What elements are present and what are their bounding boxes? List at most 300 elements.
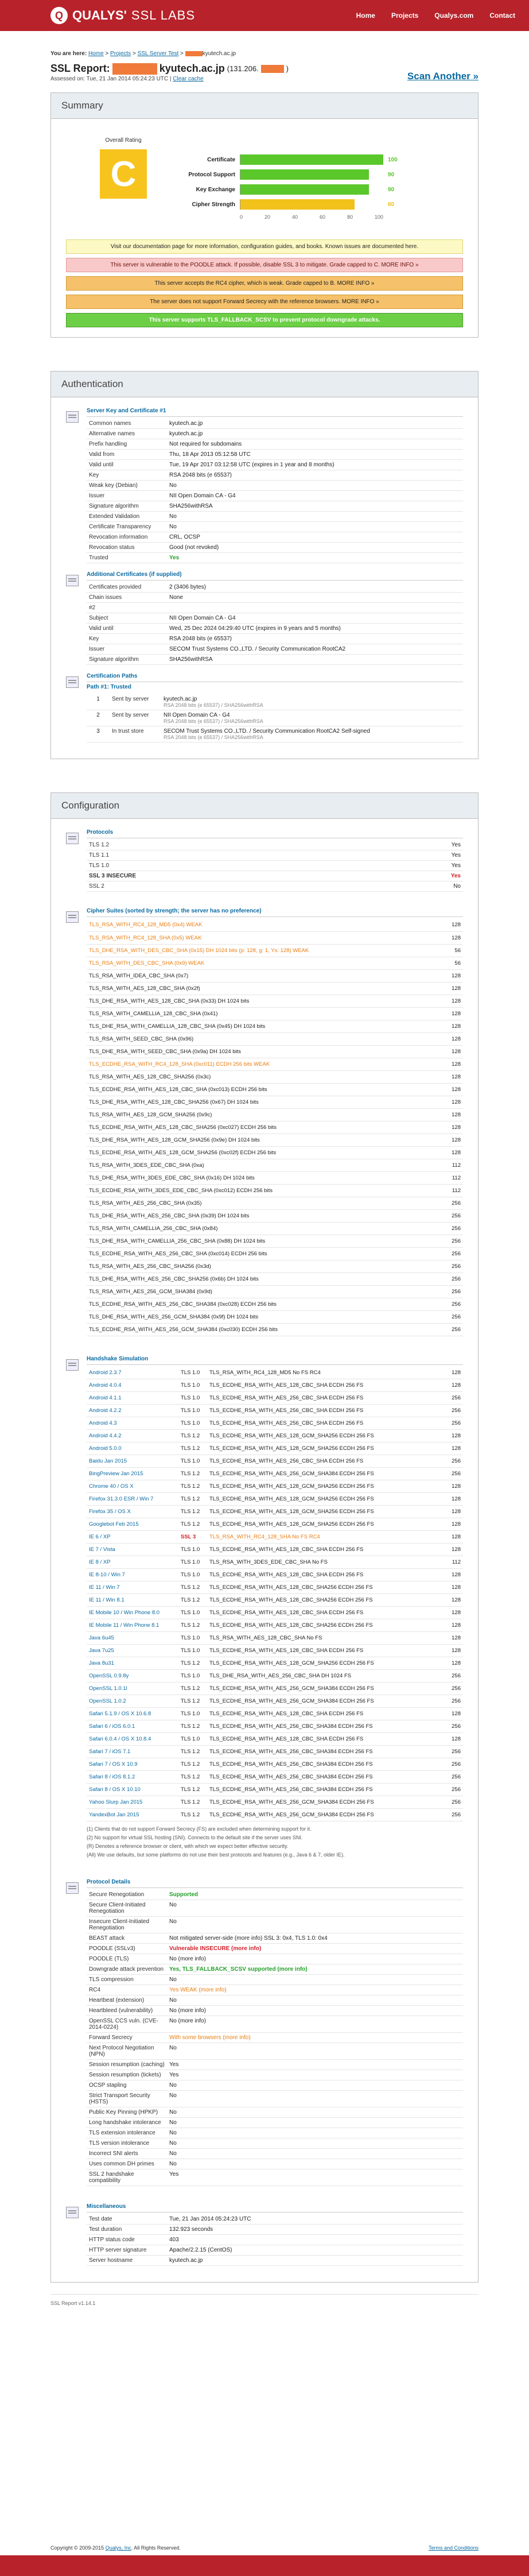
- table-row: [87, 553, 463, 563]
- row-value: [167, 603, 463, 613]
- row-value: No: [167, 2159, 463, 2169]
- table-row: [87, 2091, 463, 2107]
- handshake-bits: 256: [440, 1771, 463, 1784]
- row-value: No (more info): [167, 2006, 463, 2016]
- client-link[interactable]: Safari 6.0.4 / OS X 10.8.4: [87, 1733, 178, 1746]
- table-row: [87, 861, 463, 871]
- row-key: #2: [87, 603, 167, 613]
- row-key: OCSP stapling: [87, 2080, 167, 2091]
- row-value: Wed, 25 Dec 2024 04:29:40 UTC (expires in 9 years and 5 months): [167, 624, 463, 634]
- handshake-row: [87, 1784, 463, 1796]
- row-key: Insecure Client-Initiated Renegotiation: [87, 1917, 167, 1933]
- row-key: Subject: [87, 613, 167, 624]
- handshake-protocol: TLS 1.2: [178, 1594, 207, 1607]
- row-value: No: [167, 2149, 463, 2159]
- table-row: [87, 1985, 463, 1995]
- row-value: No: [167, 2091, 463, 2107]
- nav-qualys-com[interactable]: Qualys.com: [434, 11, 474, 20]
- row-key: Secure Client-Initiated Renegotiation: [87, 1900, 167, 1917]
- handshake-bits: 112: [440, 1556, 463, 1569]
- cipher-suite-row: [87, 1222, 463, 1235]
- client-link[interactable]: OpenSSL 1.0.2: [87, 1695, 178, 1708]
- cipher-suite-name: TLS_DHE_RSA_WITH_CAMELLIA_256_CBC_SHA (0x88) DH 1024 bits: [87, 1235, 440, 1247]
- path-cert-name: NII Open Domain CA - G4: [164, 712, 230, 718]
- row-value: No: [167, 1995, 463, 2006]
- client-link[interactable]: IE Mobile 11 / Win Phone 8.1: [87, 1619, 178, 1632]
- qualys-logo[interactable]: [50, 7, 195, 24]
- nav-projects[interactable]: Projects: [391, 11, 419, 20]
- handshake-row: [87, 1695, 463, 1708]
- cipher-suite-name: TLS_ECDHE_RSA_WITH_AES_128_CBC_SHA256 (0xc027) ECDH 256 bits: [87, 1121, 440, 1134]
- path-cert-key: RSA 2048 bits (e 65537) / SHA256withRSA: [164, 734, 263, 740]
- cipher-suite-name: TLS_ECDHE_RSA_WITH_3DES_EDE_CBC_SHA (0xc012) ECDH 256 bits: [87, 1184, 440, 1197]
- handshake-bits: 128: [440, 1569, 463, 1581]
- row-key: BEAST attack: [87, 1933, 167, 1944]
- score-bar-value: 90: [388, 171, 395, 178]
- path-cert-name: kyutech.ac.jp: [164, 696, 197, 702]
- table-row: [87, 470, 463, 481]
- client-link[interactable]: YandexBot Jan 2015: [87, 1809, 178, 1821]
- cipher-suite-bits: 128: [440, 1007, 463, 1020]
- handshake-bits: 256: [440, 1455, 463, 1468]
- cipher-suite-bits: 128: [440, 1134, 463, 1146]
- handshake-suite: TLS_ECDHE_RSA_WITH_AES_256_CBC_SHA ECDH 256 FS: [207, 1405, 440, 1417]
- client-link[interactable]: Safari 8 / iOS 8.1.2: [87, 1771, 178, 1784]
- handshake-protocol: TLS 1.0: [178, 1367, 207, 1379]
- cipher-suite-bits: 128: [440, 1146, 463, 1159]
- table-row: [87, 871, 463, 881]
- path-cert-key: RSA 2048 bits (e 65537) / SHA256withRSA: [164, 702, 263, 708]
- handshake-row: [87, 1569, 463, 1581]
- cipher-suite-name: TLS_RSA_WITH_DES_CBC_SHA (0x9) WEAK: [87, 957, 440, 969]
- cipher-suite-bits: 112: [440, 1171, 463, 1184]
- cipher-suites-block: [66, 908, 463, 1336]
- handshake-suite: TLS_ECDHE_RSA_WITH_AES_256_GCM_SHA384 ECDH 256 FS: [207, 1468, 440, 1480]
- client-link[interactable]: Android 5.0.0: [87, 1442, 178, 1455]
- client-link[interactable]: IE 11 / Win 7: [87, 1581, 178, 1594]
- cipher-suite-bits: 128: [440, 1020, 463, 1032]
- cipher-suite-name: TLS_DHE_RSA_WITH_AES_128_CBC_SHA (0x33) DH 1024 bits: [87, 995, 440, 1007]
- cipher-suite-name: TLS_ECDHE_RSA_WITH_AES_256_CBC_SHA (0xc014) ECDH 256 bits: [87, 1247, 440, 1260]
- page-title: [50, 63, 289, 75]
- row-key: Public Key Pinning (HPKP): [87, 2107, 167, 2118]
- cipher-suite-bits: 128: [440, 1108, 463, 1121]
- score-bar-fill: [240, 154, 383, 165]
- table-row: [87, 2214, 463, 2225]
- row-value: No: [167, 481, 463, 491]
- handshake-row: [87, 1670, 463, 1682]
- handshake-bits: 256: [440, 1809, 463, 1821]
- handshake-suite: TLS_ECDHE_RSA_WITH_AES_256_GCM_SHA384 ECDH 256 FS: [207, 1796, 440, 1809]
- table-row: [87, 2107, 463, 2118]
- cert-paths-table: [87, 694, 463, 742]
- cipher-suite-row: [87, 1260, 463, 1272]
- row-value: Yes: [167, 861, 463, 871]
- handshake-row: [87, 1796, 463, 1809]
- cipher-suite-bits: 128: [440, 1070, 463, 1083]
- path-cert: [161, 726, 463, 742]
- handshake-suite: TLS_ECDHE_RSA_WITH_AES_256_GCM_SHA384 ECDH 256 FS: [207, 1809, 440, 1821]
- notice-documentation[interactable]: Visit our documentation page for more information, configuration guides, and books. Known issues are documented here.: [66, 239, 463, 254]
- row-value: No: [167, 2043, 463, 2060]
- table-row: [87, 613, 463, 624]
- handshake-suite: TLS_ECDHE_RSA_WITH_AES_128_CBC_SHA ECDH 256 FS: [207, 1645, 440, 1657]
- bottom-bar: [0, 2555, 529, 2576]
- handshake-row: [87, 1645, 463, 1657]
- table-row: [87, 522, 463, 532]
- cipher-suite-name: TLS_RSA_WITH_AES_128_CBC_SHA (0x2f): [87, 982, 440, 995]
- table-row: [87, 1954, 463, 1964]
- cipher-suite-row: [87, 1298, 463, 1310]
- table-row: [87, 2225, 463, 2235]
- client-link[interactable]: OpenSSL 0.9.8y: [87, 1670, 178, 1682]
- row-value: Tue, 19 Apr 2017 03:12:58 UTC (expires in 1 year and 8 months): [167, 460, 463, 470]
- cipher-suite-bits: 128: [440, 1083, 463, 1096]
- breadcrumb-projects[interactable]: Projects: [110, 51, 131, 57]
- handshake-row: [87, 1518, 463, 1531]
- cipher-suite-bits: 256: [440, 1222, 463, 1235]
- client-link[interactable]: Android 2.3.7: [87, 1367, 178, 1379]
- handshake-suite: TLS_ECDHE_RSA_WITH_AES_128_CBC_SHA256 ECDH 256 FS: [207, 1581, 440, 1594]
- axis-tick: 80: [347, 214, 353, 220]
- table-row: [87, 655, 463, 665]
- table-row: [87, 2060, 463, 2070]
- table-row: [87, 439, 463, 450]
- cipher-suite-name: TLS_DHE_RSA_WITH_AES_256_CBC_SHA256 (0x6b) DH 1024 bits: [87, 1272, 440, 1285]
- scan-another-link[interactable]: Scan Another »: [407, 71, 479, 82]
- client-link[interactable]: Safari 7 / iOS 7.1: [87, 1746, 178, 1758]
- row-key: SSL 2: [87, 881, 167, 892]
- nav-home[interactable]: Home: [356, 11, 375, 20]
- handshake-bits: 128: [440, 1581, 463, 1594]
- table-row: [87, 881, 463, 892]
- handshake-suite: TLS_ECDHE_RSA_WITH_AES_256_CBC_SHA384 ECDH 256 FS: [207, 1784, 440, 1796]
- cipher-suite-name: TLS_DHE_RSA_WITH_AES_128_GCM_SHA256 (0x9e) DH 1024 bits: [87, 1134, 440, 1146]
- client-link[interactable]: Java 8u31: [87, 1657, 178, 1670]
- cipher-suite-bits: 256: [440, 1285, 463, 1298]
- client-link[interactable]: BingPreview Jan 2015: [87, 1468, 178, 1480]
- path-cert: [161, 710, 463, 726]
- notice-rc4[interactable]: This server accepts the RC4 cipher, which is weak. Grade capped to B. MORE INFO »: [66, 276, 463, 291]
- row-key: Heartbleed (vulnerability): [87, 2006, 167, 2016]
- row-key: Long handshake intolerance: [87, 2118, 167, 2128]
- row-value: No: [167, 2080, 463, 2091]
- cipher-suite-name: TLS_DHE_RSA_WITH_SEED_CBC_SHA (0x9a) DH 1024 bits: [87, 1045, 440, 1058]
- row-key: TLS 1.2: [87, 840, 167, 850]
- row-value: Yes: [167, 850, 463, 861]
- cipher-suites-icon: [66, 911, 79, 923]
- client-link[interactable]: Safari 8 / OS X 10.10: [87, 1784, 178, 1796]
- qualys-logo-icon: Q: [50, 7, 68, 24]
- cipher-suite-name: TLS_ECDHE_RSA_WITH_AES_128_GCM_SHA256 (0xc02f) ECDH 256 bits: [87, 1146, 440, 1159]
- handshake-suite: TLS_ECDHE_RSA_WITH_AES_128_CBC_SHA ECDH 256 FS: [207, 1607, 440, 1619]
- table-row: [87, 429, 463, 439]
- row-value: 403: [167, 2235, 463, 2245]
- cipher-suite-name: TLS_RSA_WITH_CAMELLIA_128_CBC_SHA (0x41): [87, 1007, 440, 1020]
- table-row: [87, 2256, 463, 2266]
- row-value: Thu, 18 Apr 2013 05:12:58 UTC: [167, 450, 463, 460]
- client-link[interactable]: Android 4.3: [87, 1417, 178, 1430]
- path-row: [87, 710, 463, 726]
- handshake-protocol: TLS 1.0: [178, 1417, 207, 1430]
- cipher-suite-name: TLS_RSA_WITH_AES_256_CBC_SHA (0x35): [87, 1197, 440, 1209]
- handshake-row: [87, 1720, 463, 1733]
- client-link[interactable]: IE 8-10 / Win 7: [87, 1569, 178, 1581]
- handshake-bits: 128: [440, 1506, 463, 1518]
- handshake-suite: TLS_ECDHE_RSA_WITH_AES_256_CBC_SHA ECDH 256 FS: [207, 1417, 440, 1430]
- certificate-icon: [66, 575, 79, 586]
- cipher-suite-bits: 256: [440, 1209, 463, 1222]
- breadcrumb-test[interactable]: SSL Server Test: [137, 51, 179, 57]
- row-key: Downgrade attack prevention: [87, 1964, 167, 1975]
- top-nav: [356, 11, 515, 20]
- client-link[interactable]: Firefox 35 / OS X: [87, 1506, 178, 1518]
- row-value: SECOM Trust Systems CO.,LTD. / Security Communication RootCA2: [167, 644, 463, 655]
- table-row: [87, 2235, 463, 2245]
- table-row: [87, 582, 463, 593]
- cipher-suite-row: [87, 1058, 463, 1070]
- cipher-suite-bits: 256: [440, 1310, 463, 1323]
- handshake-note: (R) Denotes a reference browser or client, with which we expect better effective security.: [87, 1843, 289, 1849]
- misc-title: Miscellaneous: [87, 2203, 463, 2213]
- row-key: Prefix handling: [87, 439, 167, 450]
- row-value: NII Open Domain CA - G4: [167, 613, 463, 624]
- table-row: [87, 419, 463, 429]
- row-value: Not required for subdomains: [167, 439, 463, 450]
- title-prefix: SSL Report:: [50, 63, 110, 74]
- row-value: 132.923 seconds: [167, 2225, 463, 2235]
- handshake-suite: TLS_ECDHE_RSA_WITH_AES_128_GCM_SHA256 ECDH 256 FS: [207, 1430, 440, 1442]
- qualys-link[interactable]: Qualys, Inc: [105, 2545, 131, 2551]
- row-key: Extended Validation: [87, 512, 167, 522]
- configuration-title: Configuration: [51, 793, 478, 819]
- row-key: TLS extension intolerance: [87, 2128, 167, 2138]
- handshake-protocol: TLS 1.0: [178, 1556, 207, 1569]
- top-bar: [0, 0, 529, 31]
- cipher-suite-name: TLS_DHE_RSA_WITH_DES_CBC_SHA (0x15) DH 1024 bits (p: 128, g: 1, Ys: 128) WEAK: [87, 944, 440, 957]
- cipher-suite-bits: 112: [440, 1184, 463, 1197]
- handshake-note: (2) No support for virtual SSL hosting (SNI). Connects to the default site if the server uses SNI.: [87, 1835, 303, 1840]
- configuration-section: [50, 792, 479, 2283]
- cipher-suite-bits: 256: [440, 1197, 463, 1209]
- score-bar-value: 100: [388, 156, 398, 163]
- handshake-bits: 256: [440, 1746, 463, 1758]
- path-index: 3: [87, 726, 110, 742]
- handshake-bits: 128: [440, 1442, 463, 1455]
- row-key: Issuer: [87, 644, 167, 655]
- handshake-row: [87, 1758, 463, 1771]
- client-link[interactable]: IE 6 / XP: [87, 1531, 178, 1544]
- row-value: Yes WEAK (more info): [167, 1985, 463, 1995]
- row-key: Forward Secrecy: [87, 2033, 167, 2043]
- axis-tick: 60: [319, 214, 325, 220]
- client-link[interactable]: Android 4.1.1: [87, 1392, 178, 1405]
- handshake-bits: 256: [440, 1784, 463, 1796]
- cipher-suite-row: [87, 1096, 463, 1108]
- row-key: Revocation information: [87, 532, 167, 543]
- table-row: [87, 1944, 463, 1954]
- handshake-protocol: TLS 1.2: [178, 1746, 207, 1758]
- handshake-protocol: TLS 1.2: [178, 1682, 207, 1695]
- misc-table: [87, 2214, 463, 2266]
- handshake-bits: 128: [440, 1708, 463, 1720]
- handshake-bits: 128: [440, 1607, 463, 1619]
- row-key: Key: [87, 634, 167, 644]
- server-key-table: [87, 419, 463, 563]
- row-key: Alternative names: [87, 429, 167, 439]
- handshake-row: [87, 1379, 463, 1392]
- clear-cache-link[interactable]: Clear cache: [173, 76, 204, 82]
- protocol-details-title: Protocol Details: [87, 1879, 463, 1888]
- row-value: No: [167, 2118, 463, 2128]
- handshake-suite: TLS_DHE_RSA_WITH_AES_256_CBC_SHA DH 1024 FS: [207, 1670, 440, 1682]
- row-key: Session resumption (caching): [87, 2060, 167, 2070]
- row-key: Weak key (Debian): [87, 481, 167, 491]
- copyright-text: [50, 2545, 181, 2551]
- client-link[interactable]: Android 4.4.2: [87, 1430, 178, 1442]
- axis-tick: 20: [264, 214, 270, 220]
- cipher-suite-row: [87, 1323, 463, 1336]
- cipher-suite-bits: 128: [440, 1032, 463, 1045]
- client-link[interactable]: Chrome 40 / OS X: [87, 1480, 178, 1493]
- cipher-suite-name: TLS_DHE_RSA_WITH_CAMELLIA_128_CBC_SHA (0x45) DH 1024 bits: [87, 1020, 440, 1032]
- handshake-protocol: TLS 1.0: [178, 1405, 207, 1417]
- cipher-suite-name: TLS_RSA_WITH_3DES_EDE_CBC_SHA (0xa): [87, 1159, 440, 1171]
- handshake-row: [87, 1405, 463, 1417]
- row-value: Yes: [167, 871, 463, 881]
- row-value: NII Open Domain CA - G4: [167, 491, 463, 501]
- row-key: Heartbeat (extension): [87, 1995, 167, 2006]
- row-value: Vulnerable INSECURE (more info): [167, 1944, 463, 1954]
- client-link[interactable]: IE 8 / XP: [87, 1556, 178, 1569]
- axis-tick: 0: [240, 214, 243, 220]
- nav-contact[interactable]: Contact: [489, 11, 515, 20]
- handshake-row: [87, 1708, 463, 1720]
- handshake-protocol: TLS 1.2: [178, 1784, 207, 1796]
- handshake-bits: 128: [440, 1430, 463, 1442]
- handshake-row: [87, 1556, 463, 1569]
- client-link[interactable]: Android 4.0.4: [87, 1379, 178, 1392]
- summary-title: Summary: [51, 93, 478, 119]
- notice-fallback-scsv: This server supports TLS_FALLBACK_SCSV to prevent protocol downgrade attacks.: [66, 313, 463, 327]
- client-link[interactable]: OpenSSL 1.0.1l: [87, 1682, 178, 1695]
- handshake-row: [87, 1809, 463, 1821]
- notice-forward-secrecy[interactable]: The server does not support Forward Secrecy with the reference browsers. MORE INFO »: [66, 295, 463, 309]
- client-link[interactable]: Safari 7 / OS X 10.9: [87, 1758, 178, 1771]
- table-row: [87, 2128, 463, 2138]
- client-link[interactable]: Android 4.2.2: [87, 1405, 178, 1417]
- handshake-suite: TLS_RSA_WITH_3DES_EDE_CBC_SHA No FS: [207, 1556, 440, 1569]
- handshake-suite: TLS_ECDHE_RSA_WITH_AES_256_CBC_SHA384 ECDH 256 FS: [207, 1758, 440, 1771]
- row-key: Strict Transport Security (HSTS): [87, 2091, 167, 2107]
- client-link[interactable]: Safari 5.1.9 / OS X 10.6.8: [87, 1708, 178, 1720]
- cert-paths-block: [66, 673, 463, 742]
- score-bar-label: Key Exchange: [196, 186, 235, 193]
- client-link[interactable]: Java 6u45: [87, 1632, 178, 1645]
- client-link[interactable]: Firefox 31.3.0 ESR / Win 7: [87, 1493, 178, 1506]
- report-header: [50, 63, 479, 82]
- handshake-protocol: TLS 1.2: [178, 1796, 207, 1809]
- cipher-suite-bits: 256: [440, 1272, 463, 1285]
- handshake-suite: TLS_ECDHE_RSA_WITH_AES_128_CBC_SHA ECDH 256 FS: [207, 1379, 440, 1392]
- notice-poodle[interactable]: This server is vulnerable to the POODLE attack. If possible, disable SSL 3 to mitigate. Grade capped to C. MORE INFO »: [66, 258, 463, 272]
- row-value: No: [167, 2128, 463, 2138]
- terms-link[interactable]: Terms and Conditions: [428, 2545, 479, 2551]
- breadcrumb-prefix: You are here:: [50, 51, 87, 57]
- handshake-protocol: TLS 1.0: [178, 1392, 207, 1405]
- path-row: [87, 694, 463, 710]
- row-key: Valid from: [87, 450, 167, 460]
- cipher-suite-name: TLS_RSA_WITH_SEED_CBC_SHA (0x96): [87, 1032, 440, 1045]
- handshake-row: [87, 1506, 463, 1518]
- table-row: [87, 1917, 463, 1933]
- score-bar-fill: [240, 169, 369, 180]
- client-link[interactable]: Baidu Jan 2015: [87, 1455, 178, 1468]
- score-bar-label: Cipher Strength: [192, 201, 235, 208]
- handshake-protocol: TLS 1.2: [178, 1506, 207, 1518]
- table-row: [87, 593, 463, 603]
- score-bar-key-exchange: [171, 182, 406, 197]
- handshake-suite: TLS_ECDHE_RSA_WITH_AES_256_CBC_SHA ECDH 256 FS: [207, 1455, 440, 1468]
- client-link[interactable]: IE 7 / Vista: [87, 1544, 178, 1556]
- row-key: Valid until: [87, 624, 167, 634]
- handshake-suite: TLS_ECDHE_RSA_WITH_AES_256_GCM_SHA384 ECDH 256 FS: [207, 1695, 440, 1708]
- summary-section: [50, 92, 479, 338]
- protocols-title: Protocols: [87, 829, 463, 838]
- handshake-table: [87, 1367, 463, 1822]
- cipher-suite-bits: 256: [440, 1247, 463, 1260]
- client-link[interactable]: Java 7u25: [87, 1645, 178, 1657]
- cipher-suite-row: [87, 995, 463, 1007]
- client-link[interactable]: Googlebot Feb 2015: [87, 1518, 178, 1531]
- cipher-suite-name: TLS_RSA_WITH_RC4_128_MD5 (0x4) WEAK: [87, 919, 440, 931]
- handshake-suite: TLS_ECDHE_RSA_WITH_AES_256_CBC_SHA384 ECDH 256 FS: [207, 1746, 440, 1758]
- handshake-bits: 128: [440, 1518, 463, 1531]
- handshake-row: [87, 1417, 463, 1430]
- cipher-suite-row: [87, 1235, 463, 1247]
- score-bar-value: 80: [388, 201, 395, 208]
- handshake-bits: 128: [440, 1645, 463, 1657]
- client-link[interactable]: IE Mobile 10 / Win Phone 8.0: [87, 1607, 178, 1619]
- handshake-row: [87, 1746, 463, 1758]
- handshake-protocol: TLS 1.2: [178, 1480, 207, 1493]
- path-title: Path #1: Trusted: [87, 684, 131, 690]
- handshake-protocol: TLS 1.2: [178, 1493, 207, 1506]
- client-link[interactable]: IE 11 / Win 8.1: [87, 1594, 178, 1607]
- cipher-suite-row: [87, 1134, 463, 1146]
- client-link[interactable]: Safari 6 / iOS 6.0.1: [87, 1720, 178, 1733]
- table-row: [87, 850, 463, 861]
- row-value: No (more info): [167, 2016, 463, 2033]
- handshake-suite: TLS_ECDHE_RSA_WITH_AES_128_GCM_SHA256 ECDH 256 FS: [207, 1480, 440, 1493]
- cipher-suite-bits: 128: [440, 1096, 463, 1108]
- path-row: [87, 726, 463, 742]
- logo-brand: QUALYS': [72, 8, 127, 22]
- client-link[interactable]: Yahoo Slurp Jan 2015: [87, 1796, 178, 1809]
- path-index: 1: [87, 694, 110, 710]
- handshake-suite: TLS_ECDHE_RSA_WITH_AES_128_GCM_SHA256 ECDH 256 FS: [207, 1442, 440, 1455]
- protocol-details-table: [87, 1890, 463, 2186]
- cipher-suite-bits: 128: [440, 1058, 463, 1070]
- breadcrumb-home[interactable]: Home: [88, 51, 104, 57]
- handshake-bits: 256: [440, 1695, 463, 1708]
- score-bar-fill: [240, 184, 369, 195]
- row-value: Yes: [167, 553, 463, 563]
- table-row: [87, 2159, 463, 2169]
- handshake-bits: 256: [440, 1405, 463, 1417]
- row-key: Issuer: [87, 491, 167, 501]
- cipher-suite-bits: 128: [440, 1121, 463, 1134]
